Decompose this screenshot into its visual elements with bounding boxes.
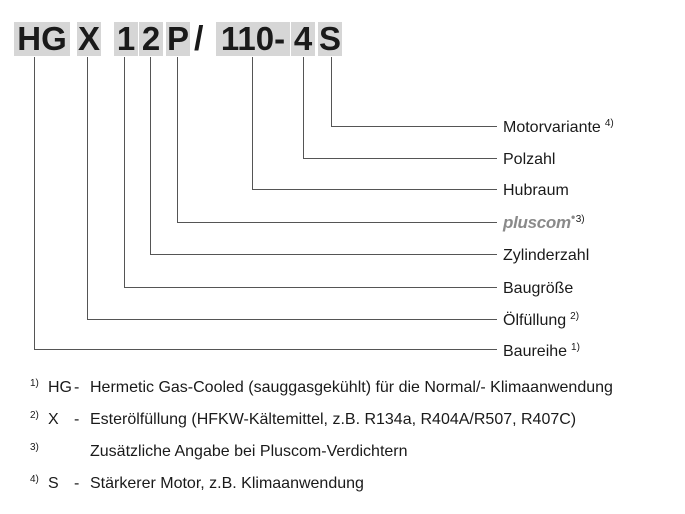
connector-baureihe xyxy=(35,57,498,350)
label-text: Ölfüllung xyxy=(503,312,567,329)
footnote-code: X xyxy=(48,411,59,428)
label-text: Zylinderzahl xyxy=(503,247,590,264)
code-segment-4: 4 xyxy=(291,22,315,56)
connector-polzahl xyxy=(304,57,498,159)
label-text: Baureihe xyxy=(503,343,568,360)
code-segment-p: P xyxy=(166,20,189,57)
footnote-number: 3) xyxy=(30,442,39,453)
code-segment-hg: HG xyxy=(14,22,70,56)
label-pluscom xyxy=(503,210,585,236)
code-segment-x: X xyxy=(77,20,100,57)
footnote-ref: 1) xyxy=(571,342,580,353)
footnote-number: 4) xyxy=(30,474,39,485)
footnote-text: Esterölfüllung (HFKW-Kältemittel, z.B. R134a, R404A/R507, R407C) xyxy=(90,411,577,428)
code-segment-110: 110- xyxy=(216,22,290,56)
footnote-number: 2) xyxy=(30,410,39,421)
label-zylinderzahl xyxy=(503,246,589,266)
footnote-text: Hermetic Gas-Cooled (sauggasgekühlt) für die Normal/- Klimaanwendung xyxy=(90,379,613,396)
code-separator-slash: / xyxy=(194,20,204,58)
label-text: Motorvariante xyxy=(503,119,601,136)
connector-zylinderzahl xyxy=(151,57,498,255)
connector-baugroesse xyxy=(125,57,498,288)
label-polzahl xyxy=(503,150,555,170)
label-text: Polzahl xyxy=(503,151,556,168)
label-text: Baugröße xyxy=(503,280,574,297)
footnote-text: Stärkerer Motor, z.B. Klimaanwendung xyxy=(90,475,364,492)
code-segment-2: 2 xyxy=(139,22,163,56)
footnote-code: S xyxy=(48,475,59,492)
connector-motorvariante xyxy=(332,57,498,127)
label-baugroesse xyxy=(503,279,573,299)
code-segment-s: S xyxy=(318,20,341,57)
footnote-ref: 2) xyxy=(570,311,580,322)
footnote-dash: - xyxy=(74,379,80,396)
connector-pluscom xyxy=(178,57,498,223)
label-hubraum xyxy=(503,181,569,201)
label-text: Hubraum xyxy=(503,182,569,199)
footnote-3 xyxy=(30,442,408,464)
connector-hubraum xyxy=(253,57,498,190)
label-oelfuellung xyxy=(503,311,579,333)
footnote-1 xyxy=(30,378,613,400)
footnote-ref: 3) xyxy=(575,214,585,225)
footnote-4 xyxy=(30,474,364,496)
label-motorvariante xyxy=(503,118,614,140)
connector-oelfuellung xyxy=(88,57,498,320)
footnote-number: 1) xyxy=(30,378,39,389)
footnote-dash: - xyxy=(74,475,80,492)
pluscom-logo: pluscom• xyxy=(503,210,575,232)
code-segment-1: 1 xyxy=(114,22,138,56)
footnote-ref: 4) xyxy=(604,118,614,129)
footnote-2 xyxy=(30,410,576,432)
footnote-code: HG xyxy=(48,379,72,396)
footnote-dash: - xyxy=(74,411,80,428)
footnote-text: Zusätzliche Angabe bei Pluscom-Verdichtern xyxy=(90,443,408,460)
label-baureihe xyxy=(503,342,580,364)
